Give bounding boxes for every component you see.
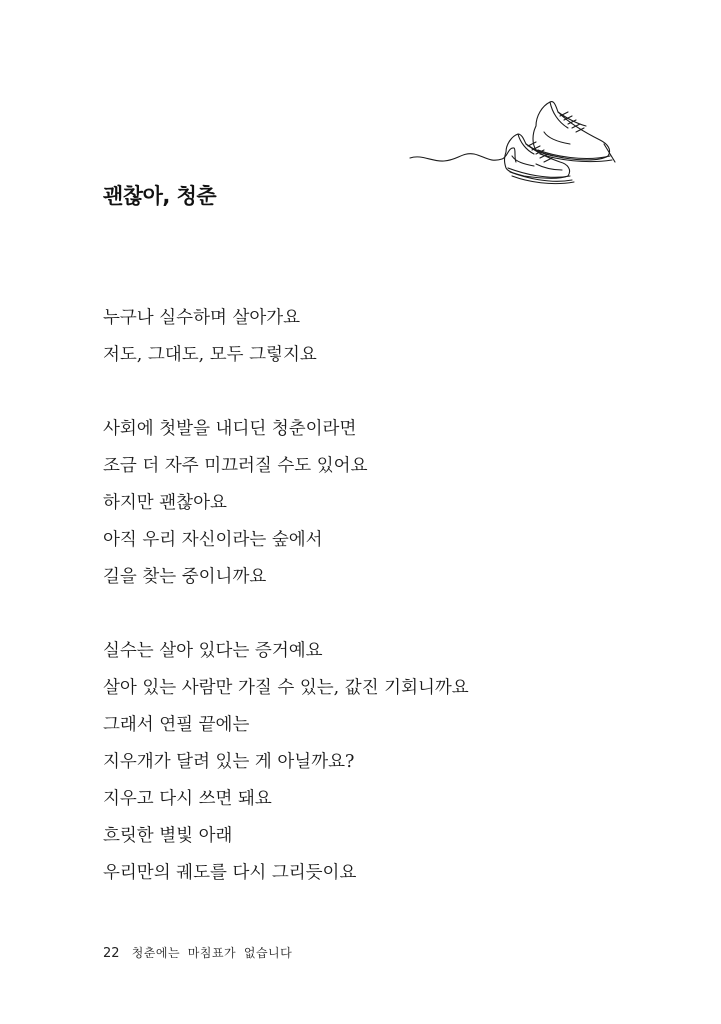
- sneakers-line-drawing-icon: [408, 92, 620, 188]
- stanza: [103, 633, 663, 892]
- poem-body: [103, 300, 663, 929]
- poem-line: 아직 우리 자신이라는 숲에서: [103, 530, 323, 550]
- poem-line: 지우고 다시 쓰면 돼요: [103, 789, 272, 809]
- poem-line: 하지만 괜찮아요: [103, 493, 227, 513]
- poem-line: 길을 찾는 중이니까요: [103, 567, 267, 587]
- stanza: [103, 411, 663, 596]
- poem-line: 흐릿한 별빛 아래: [103, 826, 233, 846]
- poem-line: 누구나 실수하며 살아가요: [103, 308, 301, 328]
- page-footer: [103, 944, 292, 961]
- poem-line: 조금 더 자주 미끄러질 수도 있어요: [103, 456, 368, 476]
- poem-line: 그래서 연필 끝에는: [103, 715, 250, 735]
- poem-line: 우리만의 궤도를 다시 그리듯이요: [103, 863, 357, 883]
- poem-line: 살아 있는 사람만 가질 수 있는, 값진 기회니까요: [103, 678, 469, 698]
- page-number: 22: [103, 946, 120, 961]
- stanza: [103, 300, 663, 374]
- poem-line: 실수는 살아 있다는 증거예요: [103, 641, 323, 661]
- poem-title: 괜찮아, 청춘: [103, 184, 217, 208]
- poem-line: 지우개가 달려 있는 게 아닐까요?: [103, 752, 355, 772]
- book-title: 청춘에는 마침표가 없습니다: [131, 946, 293, 960]
- poem-line: 저도, 그대도, 모두 그렇지요: [103, 345, 317, 365]
- poem-line: 사회에 첫발을 내디딘 청춘이라면: [103, 419, 357, 439]
